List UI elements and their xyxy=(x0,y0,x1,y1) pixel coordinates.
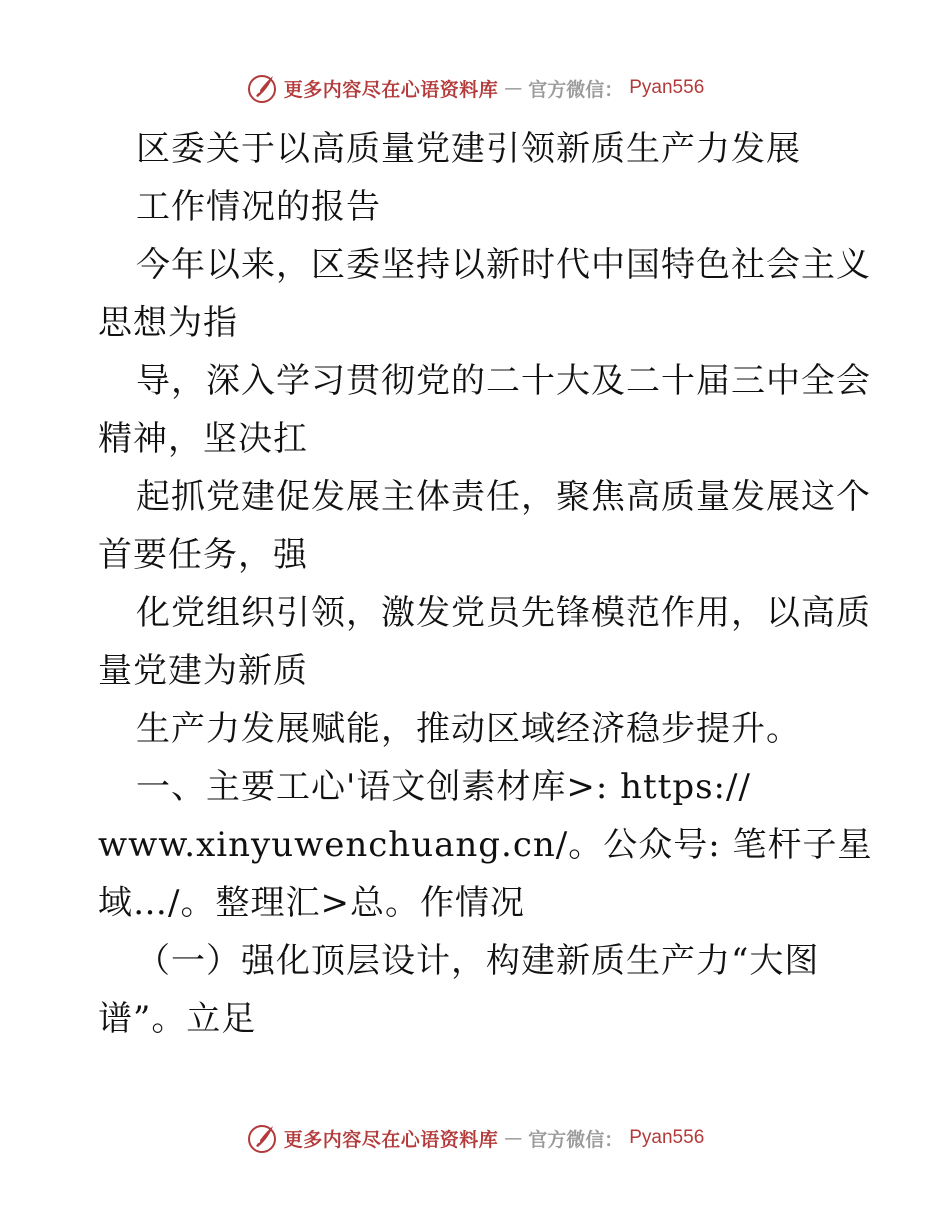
doc-paragraph-line: 谱”。立足 xyxy=(98,999,257,1039)
doc-paragraph-line: 量党建为新质 xyxy=(98,651,308,691)
doc-paragraph-line: 起抓党建促发展主体责任，聚焦高质量发展这个 xyxy=(136,477,871,517)
doc-paragraph-line: 思想为指 xyxy=(98,303,238,343)
quill-logo-icon xyxy=(246,1122,278,1154)
document-body xyxy=(98,120,873,1048)
doc-paragraph-line: 今年以来，区委坚持以新时代中国特色社会主义 xyxy=(136,245,871,285)
doc-section-heading-line: 一、主要工心'语文创素材库>: https:// xyxy=(136,767,751,807)
watermark-wechat-id: Pyan556 xyxy=(629,1127,705,1148)
footer-watermark xyxy=(0,1122,950,1154)
doc-paragraph-line: www.xinyuwenchuang.cn/。公众号: 笔杆子星 xyxy=(98,825,873,865)
doc-paragraph-line: 导，深入学习贯彻党的二十大及二十届三中全会 xyxy=(136,361,871,401)
watermark-dash: — xyxy=(504,77,523,99)
watermark-site-text: 更多内容尽在心语资料库 xyxy=(283,1128,499,1151)
doc-title-line-1: 区委关于以高质量党建引领新质生产力发展 xyxy=(136,129,801,169)
watermark-site-text: 更多内容尽在心语资料库 xyxy=(283,78,499,101)
doc-paragraph-line: 域…/。整理汇>总。作情况 xyxy=(98,883,525,923)
quill-logo-icon xyxy=(246,72,278,104)
watermark-wechat-id: Pyan556 xyxy=(629,77,705,98)
doc-paragraph-line: 精神，坚决扛 xyxy=(98,419,308,459)
doc-paragraph-line: 生产力发展赋能，推动区域经济稳步提升。 xyxy=(136,709,801,749)
doc-paragraph-line: 首要任务，强 xyxy=(98,535,308,575)
watermark-dash: — xyxy=(504,1127,523,1149)
doc-paragraph-line: 化党组织引领，激发党员先锋模范作用，以高质 xyxy=(136,593,871,633)
doc-title-line-2: 工作情况的报告 xyxy=(136,187,381,227)
header-watermark xyxy=(0,72,950,104)
doc-subsection-heading-line: （一）强化顶层设计，构建新质生产力“大图 xyxy=(136,941,820,981)
watermark-wechat-label: 官方微信： xyxy=(528,1128,624,1151)
watermark-wechat-label: 官方微信： xyxy=(528,78,624,101)
